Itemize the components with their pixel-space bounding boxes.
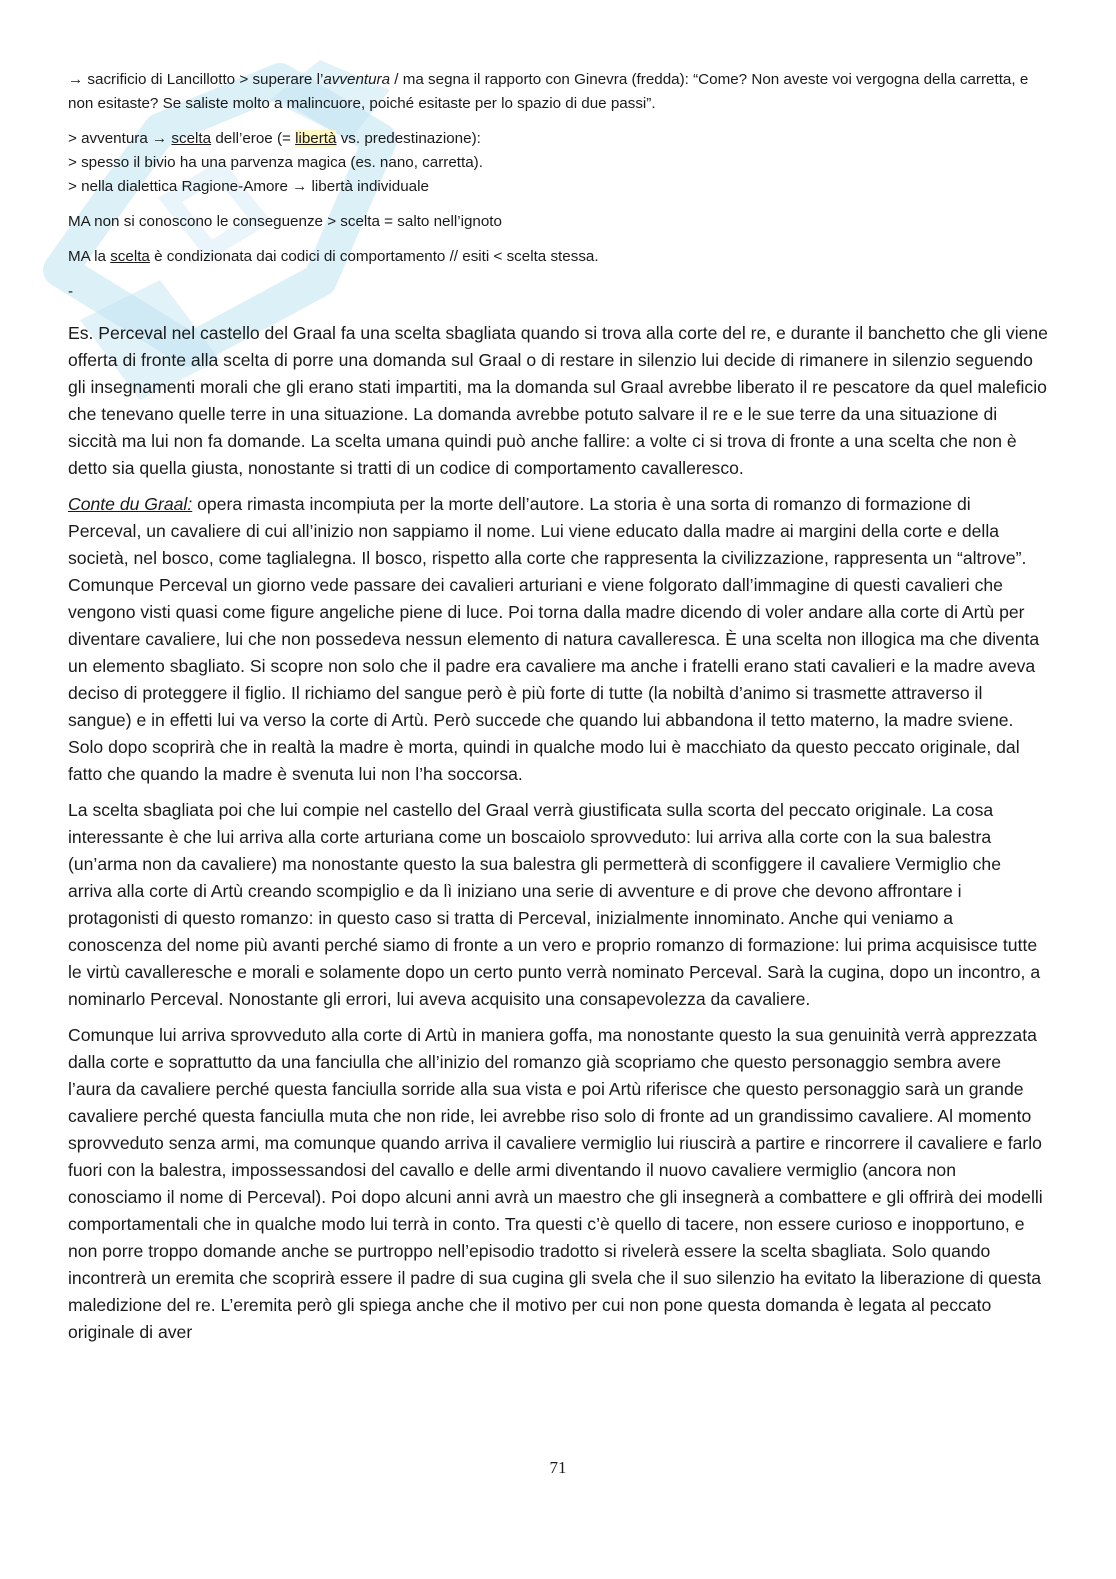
- paragraph: La scelta sbagliata poi che lui compie nel castello del Graal verrà giustificata sulla scorta del peccato originale. La cosa interessante è che lui arriva alla corte arturiana come un boscaiolo sprovveduto: lui arriva alla corte con la sua balestra (un’arma non da cavaliere) ma nonostante questo la sua balestra gli permetterà di sconfiggere il cavaliere Vermiglio che arriva alla corte di Artù creando scompiglio e da lì iniziano una serie di avventure e di prove che devono affrontare i protagonisti di questo romanzo: in questo caso si tratta di Perceval, inizialmente innominato. Anche qui veniamo a conoscenza del nome più avanti perché siamo di fronte a un vero e proprio romanzo di formazione: lui prima acquisisce tutte le virtù cavalleresche e morali e solamente dopo un certo punto verrà nominato Perceval. Sarà la cugina, dopo un incontro, a nominarlo Perceval. Nonostante gli errori, lui aveva acquisito una consapevolezza da cavaliere.: [68, 800, 1041, 1009]
- underlined-term: scelta: [110, 248, 150, 265]
- highlighted-term: libertà: [295, 130, 337, 147]
- note-line: MA non si conoscono le conseguenze > scelta = salto nell’ignoto: [68, 213, 502, 230]
- note-line: [68, 245, 1048, 269]
- page-number: 71: [549, 1458, 567, 1477]
- note-text: > avventura →: [68, 130, 172, 147]
- underlined-term: scelta: [171, 130, 212, 147]
- note-line: > nella dialettica Ragione-Amore → libertà individuale: [68, 178, 429, 195]
- paragraph-text: opera rimasta incompiuta per la morte dell’autore. La storia è una sorta di romanzo di formazione di Perceval, un cavaliere di cui all’inizio non sappiamo il nome. Lui viene educato dalla madre ai margini della corte e della società, nel bosco, come taglialegna. Il bosco, rispetto alla corte che rappresenta la civilizzazione, rappresenta un “altrove”. Comunque Perceval un giorno vede passare dei cavalieri arturiani e viene folgorato dall’immagine di questi cavalieri che vengono visti quasi come figure angeliche piene di luce. Poi torna dalla madre dicendo di voler andare alla corte di Artù per diventare cavaliere, lui che non possedeva nessun elemento di natura cavalleresca. È una scelta non illogica ma che diventa un elemento sbagliato. Si scopre non solo che il padre era cavaliere ma anche i fratelli erano stati cavalieri e la madre aveva deciso di proteggere il figlio. Il richiamo del sangue però è più forte di tutte (la nobiltà d’animo si trasmette attraverso il sangue) e in effetti lui va verso la corte di Artù. Però succede che quando lui abbandona il tetto materno, la madre sviene. Solo dopo scoprirà che in realtà la madre è morta, quindi in qualche modo lui è macchiato da questo peccato originale, dal fatto che quando la madre è svenuta lui non l’ha soccorsa.: [68, 494, 1040, 784]
- paragraph: [68, 491, 1048, 788]
- bullet-notes: [68, 68, 1048, 315]
- note-text: MA la: [68, 248, 111, 265]
- note-text: vs. predestinazione):: [336, 130, 481, 147]
- note-text: è condizionata dai codici di comportamento // esiti < scelta stessa.: [149, 248, 599, 265]
- note-line: > spesso il bivio ha una parvenza magica (es. nano, carretta).: [68, 154, 483, 171]
- note-text: / ma segna il rapporto con Ginevra (fredda): “Come? Non aveste voi vergogna della carretta, e non esitaste? Se saliste molto a malincuore, poiché esitaste per lo spazio di due passi”.: [68, 71, 1029, 112]
- separator-dash: -: [68, 283, 74, 300]
- note-text-italic: avventura: [323, 71, 391, 88]
- note-text: → sacrificio di Lancillotto > superare l’: [68, 71, 324, 88]
- paragraph: Comunque lui arriva sprovveduto alla corte di Artù in maniera goffa, ma nonostante questo la sua genuinità verrà apprezzata dalla corte e soprattutto da una fanciulla che all’inizio del romanzo già scopriamo che questo personaggio sembra avere l’aura da cavaliere perché questa fanciulla sorride alla sua vista e poi Artù riferisce che questo personaggio sarà un grande cavaliere perché questa fanciulla muta che non ride, lei avrebbe riso solo di fronte ad un grandissimo cavaliere. Al momento sprovveduto senza armi, ma comunque quando arriva il cavaliere vermiglio lui riuscirà a partire e rincorrere il cavaliere e farlo fuori con la balestra, impossessandosi del cavallo e delle armi diventando il nuovo cavaliere vermiglio (ancora non conosciamo il nome di Perceval). Poi dopo alcuni anni avrà un maestro che gli insegnerà a combattere e gli offrirà dei modelli comportamentali che in qualche modo lui terrà in conto. Tra questi c’è quello di tacere, non essere curioso e inopportuno, e non porre troppo domande anche se purtroppo nell’episodio tradotto si rivelerà essere la scelta sbagliata. Solo quando incontrerà un eremita che scoprirà essere il padre di sua cugina gli svela che il suo silenzio ha evitato la liberazione di questa maledizione del re. L’eremita però gli spiega anche che il motivo per cui non pone questa domanda è legata al peccato originale di aver: [68, 1025, 1043, 1342]
- work-title: Conte du Graal:: [68, 494, 193, 514]
- main-text: [68, 320, 1048, 1355]
- note-text: dell’eroe (=: [211, 130, 296, 147]
- paragraph: Es. Perceval nel castello del Graal fa una scelta sbagliata quando si trova alla corte del re, e durante il banchetto che gli viene offerta di fronte alla scelta di porre una domanda sul Graal o di restare in silenzio lui decide di rimanere in silenzio seguendo gli insegnamenti morali che gli erano stati impartiti, ma la domanda sul Graal avrebbe liberato il re pescatore da quel maleficio che tenevano quelle terre in una situazione. La domanda avrebbe potuto salvare il re e le sue terre da una situazione di siccità ma lui non fa domande. La scelta umana quindi può anche fallire: a volte ci si trova di fronte a una scelta che non è detto sia quella giusta, nonostante si tratti di un codice di comportamento cavalleresco.: [68, 323, 1048, 478]
- note-line: [68, 127, 1048, 151]
- note-line: [68, 68, 1048, 116]
